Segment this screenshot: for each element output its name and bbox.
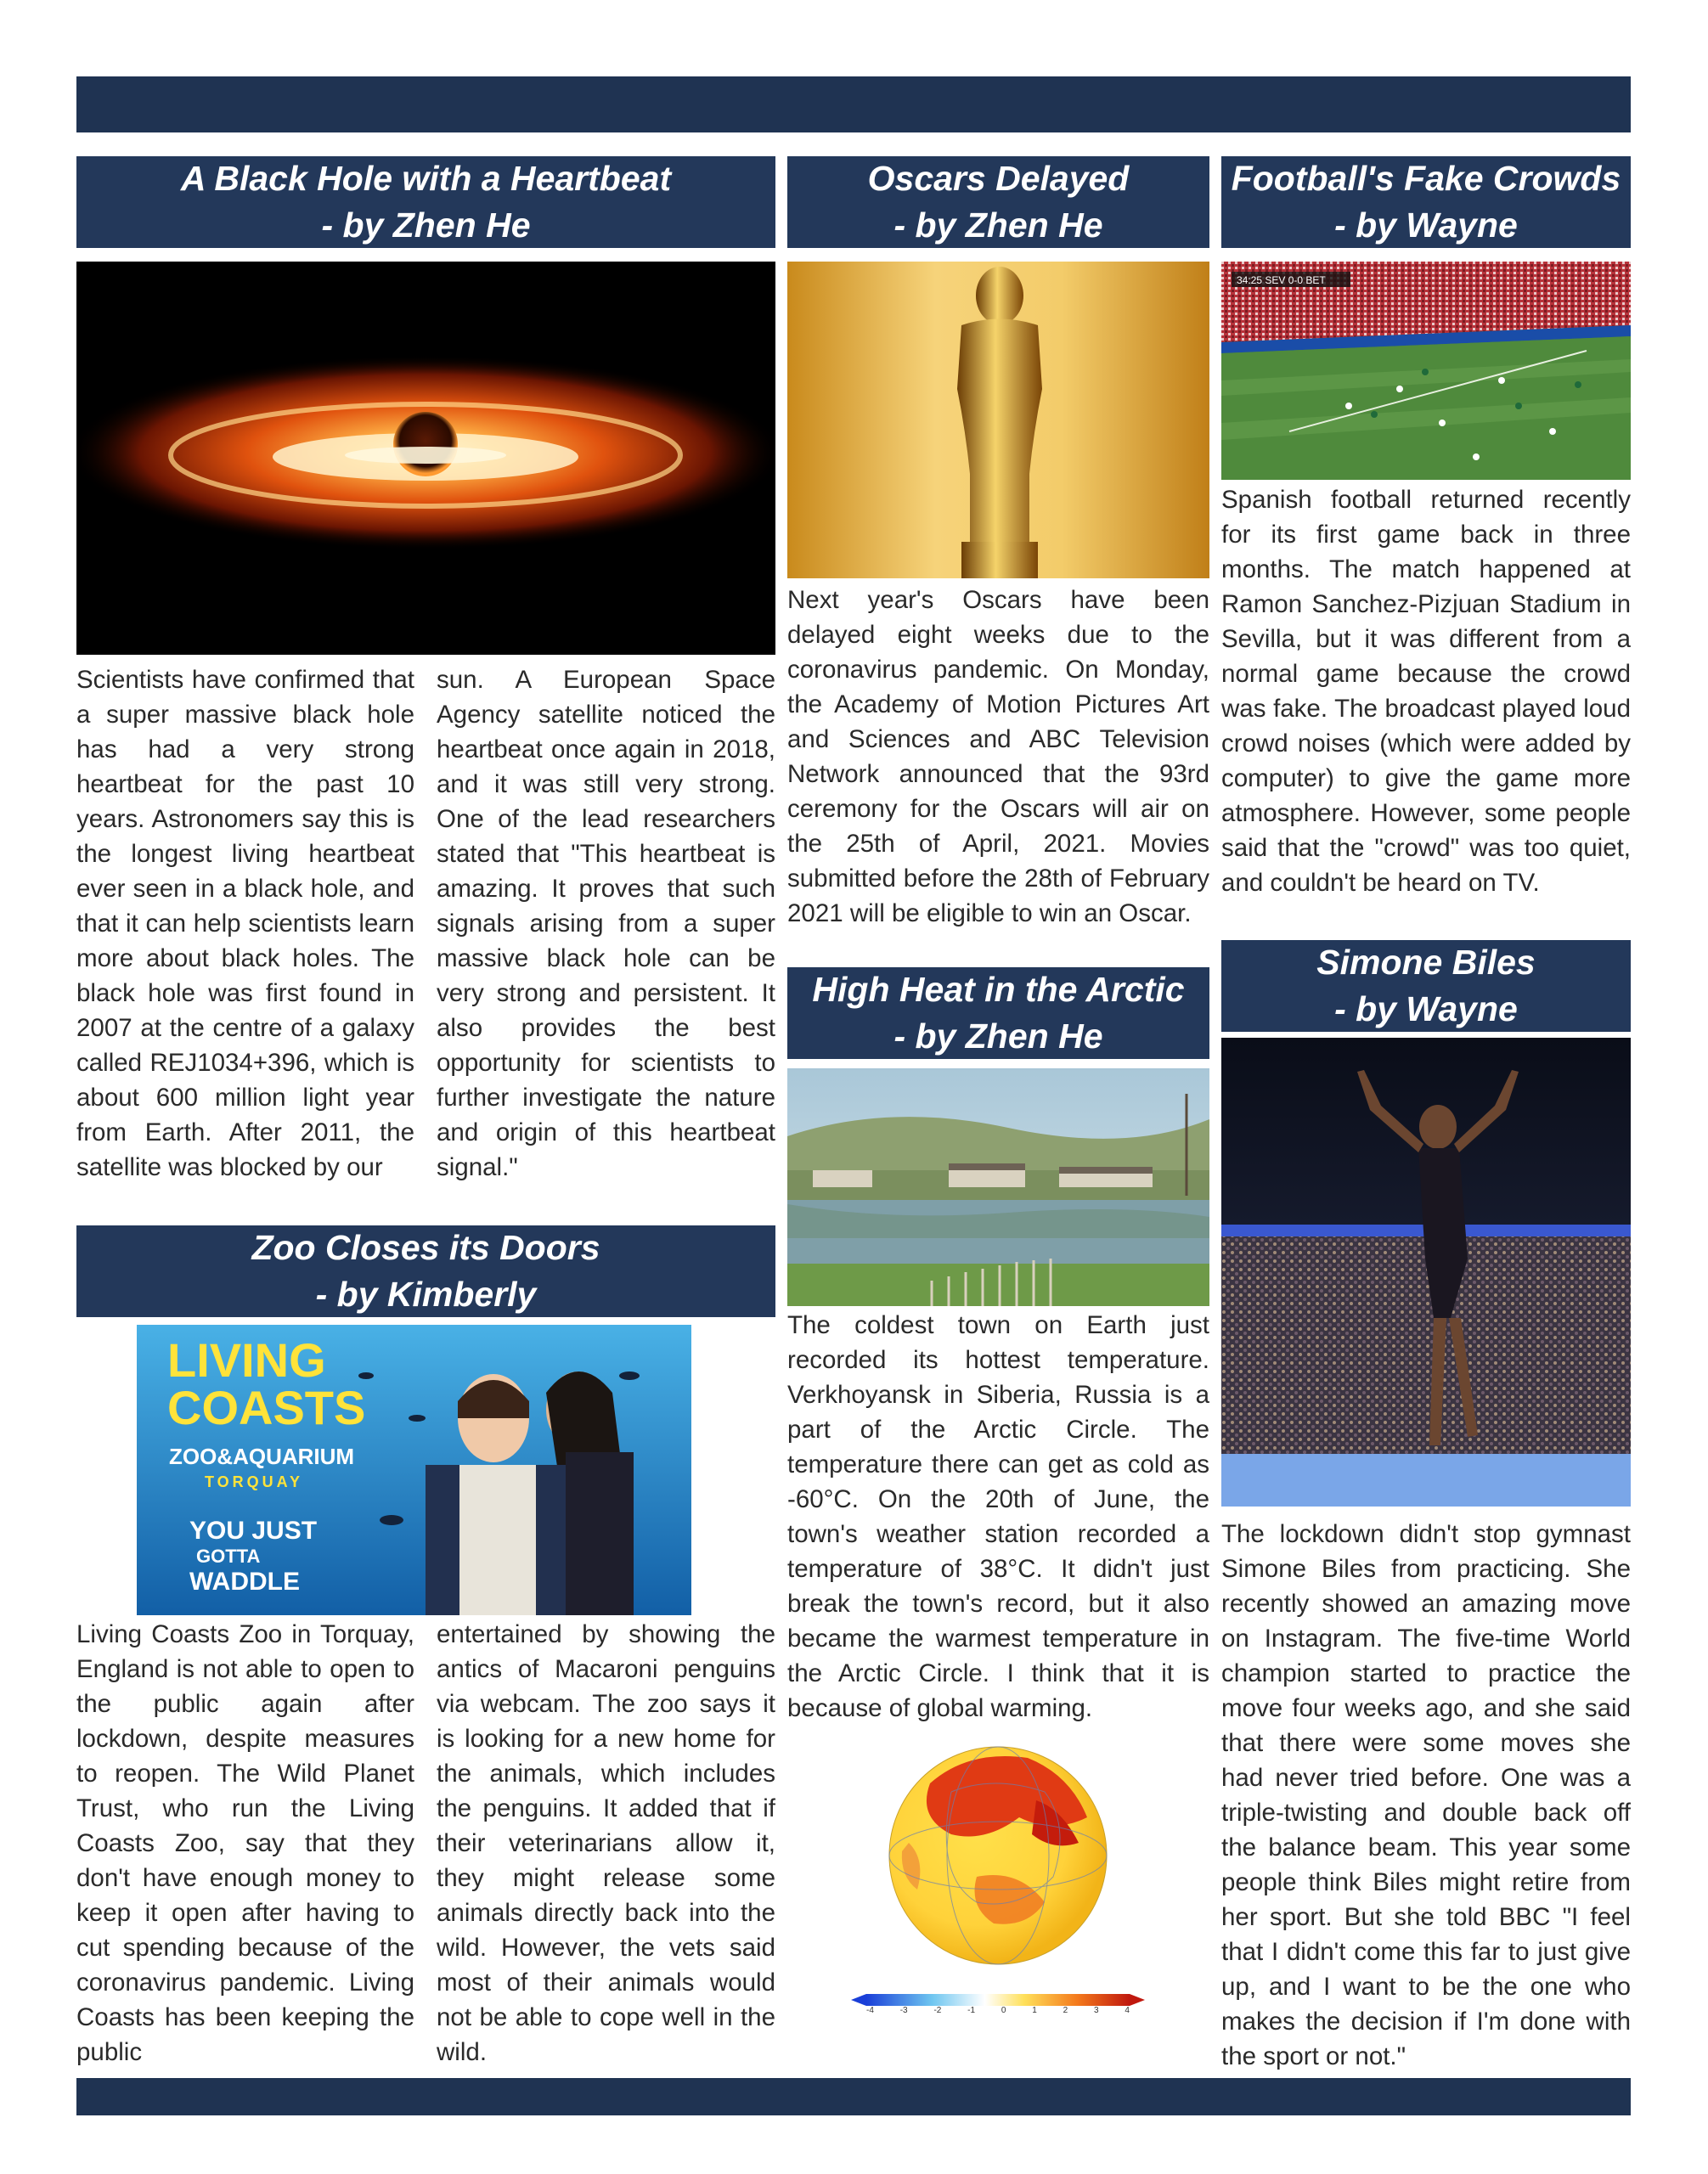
article-title: Zoo Closes its Doors (251, 1228, 600, 1267)
article-body-col2: entertained by showing the antics of Macaroni penguins via webcam. The zoo says it is looking for a new home for the animals, which includes the penguins. It added that if their veterinarians allow it, they might release some animals directly back into the wild. However, the vets said most of their animals would not be able to cope well in the wild. (437, 1620, 775, 2066)
article-byline: - by Zhen He (321, 206, 531, 245)
article-header-black-hole (76, 156, 775, 248)
article-header-arctic (787, 967, 1209, 1059)
article-title: Simone Biles (1316, 943, 1536, 982)
article-title: Oscars Delayed (867, 159, 1130, 198)
article-body-col2: sun. A European Space Agency satellite noticed the heartbeat once again in 2018, and it was still very strong. One of the lead researchers stated that "This heartbeat is amazing. It proves that such signals arising from a super massive black hole can be very strong and persistent. It also provides the best opportunity for scientists to further investigate the nature and origin of this heartbeat signal." (437, 666, 775, 1181)
poster-brand: LIVING COASTS (167, 1333, 366, 1434)
article-byline: - by Zhen He (893, 1017, 1103, 1056)
article-header-oscars (787, 156, 1209, 248)
football-stadium-photo (1221, 262, 1631, 480)
living-coasts-poster (137, 1325, 691, 1615)
article-body: The lockdown didn't stop gymnast Simone Biles from practicing. She recently showed an amazing move on Instagram. The five-time World champion started to practice the move four weeks ago, and she said that there were some moves she had never tried before. One was a triple-twisting and double back off the balance beam. This year some people think Biles might retire from her sport. But she told BBC "I feel that I didn't come this far to just give up, and I want to be the one who makes the decision if I'm done with the sport or not." (1221, 1520, 1631, 2070)
article-byline: - by Zhen He (893, 206, 1103, 245)
article-body: Spanish football returned recently for its first game back in three months. The match happened at Ramon Sanchez-Pizjuan Stadium in Sevilla, but it was different from a normal game because the crowd was fake. The broadcast played loud crowd noises (which were added by computer) to give the game more atmosphere. However, some people said that the "crowd" was too quiet, and couldn't be heard on TV. (1221, 486, 1631, 897)
article-title: High Heat in the Arctic (812, 970, 1185, 1009)
gymnast-photo (1221, 1038, 1631, 1507)
article-body: The coldest town on Earth just recorded its hottest temperature. Verkhoyansk in Siberia, Russia is a part of the Arctic Circle. The temperature there can get as cold as -60°C. On the 20th of June, the town's weather station recorded a temperature of 38°C. It didn't just break the town's record, but it also became the warmest temperature in the Arctic Circle. I think that it is because of global warming. (787, 1311, 1209, 1722)
temperature-anomaly-globe (849, 1741, 1147, 2030)
bottom-banner-bar (76, 2078, 1631, 2115)
poster-subtitle: ZOO&AQUARIUM (169, 1444, 355, 1469)
article-title: A Black Hole with a Heartbeat (180, 159, 672, 198)
poster-place: TORQUAY (205, 1473, 304, 1490)
poster-slogan: YOU JUST GOTTA WADDLE (189, 1517, 318, 1596)
oscar-statue-photo (787, 262, 1209, 578)
article-byline: - by Wayne (1334, 206, 1518, 245)
top-banner-bar (76, 76, 1631, 132)
scale-tick-labels: -4 -3 -2 -1 0 1 2 3 4 (866, 2006, 1130, 2015)
article-title: Football's Fake Crowds (1231, 159, 1621, 198)
black-hole-photo (76, 262, 775, 655)
article-byline: - by Kimberly (315, 1275, 537, 1314)
siberian-village-photo (787, 1068, 1209, 1306)
article-header-zoo (76, 1225, 775, 1317)
scoreboard-text: 34:25 SEV 0-0 BET (1237, 274, 1326, 286)
article-body-col1: Scientists have confirmed that a super massive black hole has had a very strong heartbeat for the past 10 years. Astronomers say this is the longest living heartbeat ever seen in a black hole, and that it can help scientists learn more about black holes. The black hole was first found in 2007 at the centre of a galaxy called REJ1034+396, which is about 600 million light year from Earth. After 2011, the satellite was blocked by our (76, 666, 414, 1181)
article-byline: - by Wayne (1334, 989, 1518, 1028)
article-header-simone-biles (1221, 940, 1631, 1032)
article-body-col1: Living Coasts Zoo in Torquay, England is not able to open to the public again after lockdown, despite measures to reopen. The Wild Planet Trust, who run the Living Coasts Zoo, say that they don't have enough money to keep it open after having to cut spending because of the coronavirus pandemic. Living Coasts has been keeping the public (76, 1620, 414, 2066)
article-body: Next year's Oscars have been delayed eight weeks due to the coronavirus pandemic. On Monday, the Academy of Motion Pictures Art and Sciences and ABC Television Network announced that the 93rd ceremony for the Oscars will air on the 25th of April, 2021. Movies submitted before the 28th of February 2021 will be eligible to win an Oscar. (787, 586, 1209, 927)
article-header-football (1221, 156, 1631, 248)
